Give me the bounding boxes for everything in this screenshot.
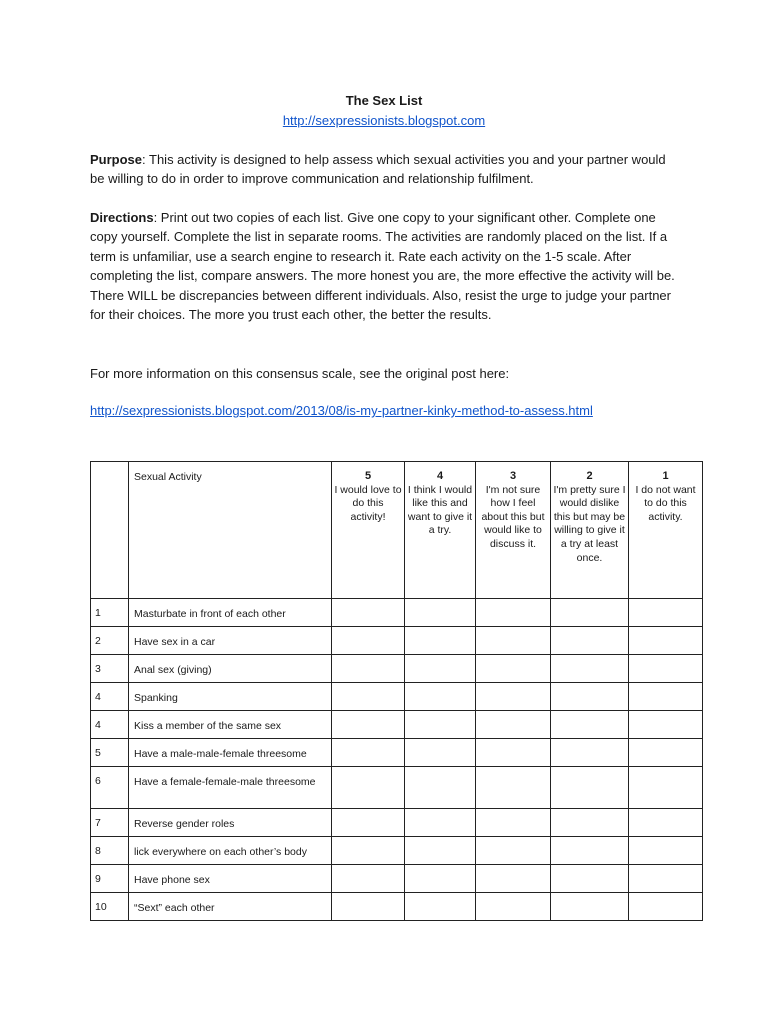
page-title: The Sex List (345, 93, 423, 108)
rating-cell-2[interactable] (551, 655, 629, 683)
rating-cell-5[interactable] (332, 711, 405, 739)
rating-cell-5[interactable] (332, 739, 405, 767)
blog-link[interactable]: http://sexpressionists.blogspot.com (282, 113, 486, 128)
rating-cell-4[interactable] (405, 865, 476, 893)
rating-cell-2[interactable] (551, 837, 629, 865)
table-row (91, 683, 703, 711)
scale-description: I do not want to do this activity. (635, 483, 696, 523)
directions-label: Directions (90, 210, 154, 225)
rating-cell-4[interactable] (405, 809, 476, 837)
row-number: 4 (91, 683, 129, 711)
rating-cell-2[interactable] (551, 739, 629, 767)
directions-text: : Print out two copies of each list. Give one copy to your significant other. Complete one copy yourself. Complete the list in separate rooms. The activities are randomly placed on the list. If a term is unfamiliar, use a search engine to research it. Rate each activity on the 1-5 scale. After completing the list, compare answers. The more honest you are, the more effective the activity will be. There WILL be discrepancies between different individuals. Also, resist the urge to judge your partner for their choices. The more you trust each other, the better the results. (90, 210, 675, 323)
scale-header-1 (629, 462, 703, 599)
rating-cell-3[interactable] (476, 865, 551, 893)
rating-cell-5[interactable] (332, 683, 405, 711)
scale-number: 5 (364, 470, 372, 482)
row-activity: lick everywhere on each other’s body (129, 837, 332, 865)
rating-cell-1[interactable] (629, 655, 703, 683)
table-row (91, 627, 703, 655)
rating-cell-3[interactable] (476, 599, 551, 627)
row-activity: Anal sex (giving) (129, 655, 332, 683)
rating-cell-2[interactable] (551, 865, 629, 893)
rating-cell-4[interactable] (405, 627, 476, 655)
rating-cell-2[interactable] (551, 711, 629, 739)
row-number: 9 (91, 865, 129, 893)
rating-cell-4[interactable] (405, 599, 476, 627)
rating-cell-2[interactable] (551, 767, 629, 809)
rating-cell-4[interactable] (405, 655, 476, 683)
scale-header-2 (551, 462, 629, 599)
scale-description: I'm not sure how I feel about this but would like to discuss it. (481, 483, 545, 550)
header-number-cell (91, 462, 129, 599)
activity-table (90, 461, 703, 921)
row-activity: Have sex in a car (129, 627, 332, 655)
row-activity: Masturbate in front of each other (129, 599, 332, 627)
row-activity: Have phone sex (129, 865, 332, 893)
rating-cell-1[interactable] (629, 767, 703, 809)
rating-cell-1[interactable] (629, 837, 703, 865)
purpose-paragraph (90, 150, 680, 189)
rating-cell-3[interactable] (476, 893, 551, 921)
rating-cell-4[interactable] (405, 683, 476, 711)
row-number: 7 (91, 809, 129, 837)
row-number: 8 (91, 837, 129, 865)
rating-cell-1[interactable] (629, 809, 703, 837)
rating-cell-4[interactable] (405, 739, 476, 767)
rating-cell-3[interactable] (476, 711, 551, 739)
table-row (91, 655, 703, 683)
row-number: 10 (91, 893, 129, 921)
rating-cell-2[interactable] (551, 683, 629, 711)
more-info-text: For more information on this consensus scale, see the original post here: (90, 366, 510, 381)
scale-number: 4 (436, 470, 444, 482)
row-number: 6 (91, 767, 129, 809)
scale-number: 3 (509, 470, 517, 482)
rating-cell-2[interactable] (551, 893, 629, 921)
row-activity: Reverse gender roles (129, 809, 332, 837)
rating-cell-5[interactable] (332, 865, 405, 893)
rating-cell-1[interactable] (629, 893, 703, 921)
rating-cell-1[interactable] (629, 865, 703, 893)
rating-cell-3[interactable] (476, 767, 551, 809)
table-row (91, 809, 703, 837)
table-header-row (91, 462, 703, 599)
row-activity: Have a male-male-female threesome (129, 739, 332, 767)
rating-cell-4[interactable] (405, 711, 476, 739)
rating-cell-5[interactable] (332, 627, 405, 655)
scale-description: I'm pretty sure I would dislike this but may be willing to give it a try at least once. (553, 483, 626, 564)
rating-cell-4[interactable] (405, 893, 476, 921)
rating-cell-1[interactable] (629, 627, 703, 655)
rating-cell-5[interactable] (332, 655, 405, 683)
scale-number: 1 (662, 470, 669, 482)
row-number: 1 (91, 599, 129, 627)
table-row (91, 739, 703, 767)
row-number: 3 (91, 655, 129, 683)
rating-cell-3[interactable] (476, 627, 551, 655)
rating-cell-5[interactable] (332, 599, 405, 627)
scale-header-4 (405, 462, 476, 599)
row-number: 4 (91, 711, 129, 739)
header-activity: Sexual Activity (129, 462, 332, 599)
scale-number: 2 (586, 470, 593, 482)
rating-cell-1[interactable] (629, 711, 703, 739)
table-row (91, 767, 703, 809)
rating-cell-2[interactable] (551, 627, 629, 655)
rating-cell-2[interactable] (551, 809, 629, 837)
rating-cell-1[interactable] (629, 599, 703, 627)
directions-paragraph (90, 208, 680, 324)
rating-cell-2[interactable] (551, 599, 629, 627)
rating-cell-3[interactable] (476, 739, 551, 767)
scale-header-3 (476, 462, 551, 599)
table-row (91, 837, 703, 865)
scale-description: I think I would like this and want to give it a try. (407, 483, 473, 537)
table-row (91, 893, 703, 921)
purpose-label: Purpose (90, 152, 143, 167)
row-activity: Kiss a member of the same sex (129, 711, 332, 739)
row-number: 2 (91, 627, 129, 655)
rating-cell-1[interactable] (629, 683, 703, 711)
row-activity: “Sext” each other (129, 893, 332, 921)
table-row (91, 865, 703, 893)
rating-cell-4[interactable] (405, 837, 476, 865)
rating-cell-3[interactable] (476, 809, 551, 837)
scale-header-5 (332, 462, 405, 599)
row-number: 5 (91, 739, 129, 767)
rating-cell-5[interactable] (332, 767, 405, 809)
original-post-link[interactable]: http://sexpressionists.blogspot.com/2013/08/is-my-partner-kinky-method-to-assess.html (90, 403, 593, 418)
rating-cell-5[interactable] (332, 837, 405, 865)
table-row (91, 599, 703, 627)
rating-cell-1[interactable] (629, 739, 703, 767)
rating-cell-3[interactable] (476, 683, 551, 711)
purpose-text: : This activity is designed to help assess which sexual activities you and your partner would be willing to do in order to improve communication and relationship fulfilment. (90, 152, 666, 187)
rating-cell-3[interactable] (476, 655, 551, 683)
scale-description: I would love to do this activity! (334, 483, 402, 523)
rating-cell-3[interactable] (476, 837, 551, 865)
row-activity: Spanking (129, 683, 332, 711)
row-activity: Have a female-female-male threesome (129, 767, 332, 809)
rating-cell-5[interactable] (332, 809, 405, 837)
rating-cell-4[interactable] (405, 767, 476, 809)
rating-cell-5[interactable] (332, 893, 405, 921)
table-row (91, 711, 703, 739)
